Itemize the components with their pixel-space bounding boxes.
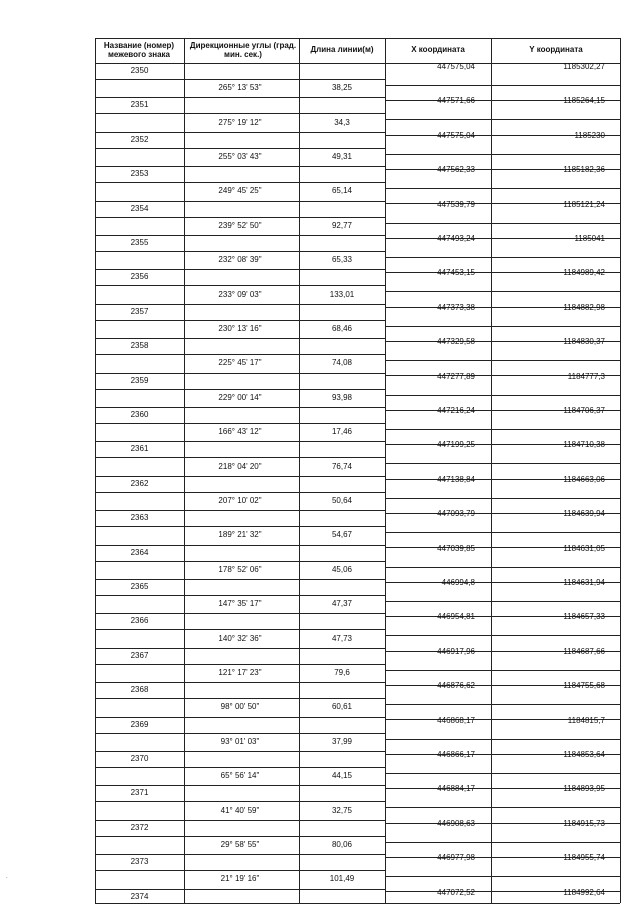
row-rule [385, 463, 620, 464]
row-rule [95, 836, 184, 837]
point-name: 2372 [130, 822, 149, 832]
point-name: 2357 [130, 306, 149, 316]
row-rule [95, 870, 184, 871]
row-rule [184, 889, 385, 890]
y-coordinate: 1185041 [574, 234, 605, 243]
table-bottom-border [95, 903, 620, 904]
row-rule [95, 526, 184, 527]
header-y: Y координата [529, 45, 583, 54]
row-rule [184, 648, 385, 649]
y-coordinate: 1184830,37 [563, 337, 605, 347]
point-name: 2356 [130, 272, 149, 282]
y-coordinate: 1184657,33 [563, 612, 605, 622]
direction-angle: 255° 03' 43" [218, 152, 262, 161]
y-coordinate: 1184639,94 [563, 509, 605, 519]
row-rule [95, 235, 184, 236]
header-length: Длина линии(м) [310, 45, 374, 54]
row-rule [184, 751, 385, 752]
row-rule [95, 182, 184, 183]
x-coordinate: 446994,8 [441, 578, 475, 587]
row-rule [95, 492, 184, 493]
y-coordinate: 1184955,74 [563, 853, 605, 863]
row-rule [95, 338, 184, 339]
point-name: 2362 [130, 478, 149, 488]
line-length: 45,06 [331, 564, 353, 574]
row-rule [184, 320, 385, 321]
y-coordinate: 1184992,64 [563, 887, 605, 897]
line-length: 68,46 [331, 324, 353, 333]
row-rule [385, 119, 620, 120]
row-rule [385, 635, 620, 636]
line-length: 49,31 [331, 152, 353, 161]
row-rule [184, 373, 385, 374]
row-rule [95, 132, 184, 133]
point-name: 2354 [130, 203, 149, 213]
point-name: 2365 [130, 582, 149, 591]
x-coordinate: 447373,38 [437, 302, 475, 312]
row-rule [184, 801, 385, 802]
y-coordinate: 1184815,7 [567, 715, 605, 725]
row-rule [184, 579, 385, 580]
row-rule [184, 767, 385, 768]
y-coordinate: 1184706,37 [563, 406, 605, 415]
line-length: 76,74 [331, 461, 353, 471]
point-name: 2364 [130, 547, 149, 557]
direction-angle: 249° 45' 25" [218, 186, 262, 196]
row-rule [95, 251, 184, 252]
x-coordinate: 447039,85 [437, 543, 475, 553]
row-rule [184, 492, 385, 493]
row-rule [385, 807, 620, 808]
row-rule [385, 670, 620, 671]
row-rule [95, 854, 184, 855]
direction-angle: 265° 13' 53" [218, 83, 262, 93]
x-coordinate: 446866,17 [437, 750, 475, 759]
row-rule [95, 113, 184, 114]
row-rule [184, 854, 385, 855]
line-length: 80,06 [331, 840, 353, 849]
line-length: 65,33 [331, 255, 353, 265]
y-coordinate: 1184893,95 [563, 784, 605, 794]
row-rule [184, 389, 385, 390]
point-name: 2358 [130, 341, 149, 351]
point-name: 2368 [130, 685, 149, 695]
row-rule [95, 476, 184, 477]
line-length: 133,01 [329, 289, 355, 299]
direction-angle: 232° 08' 39" [218, 255, 262, 265]
line-length: 44,15 [331, 771, 353, 781]
row-rule [184, 269, 385, 270]
row-rule [184, 526, 385, 527]
line-length: 37,99 [331, 736, 353, 746]
row-rule [385, 429, 620, 430]
row-rule [385, 326, 620, 327]
row-rule [184, 820, 385, 821]
x-coordinate: 446917,96 [437, 646, 475, 656]
x-coordinate: 447562,33 [437, 165, 475, 175]
point-name: 2360 [130, 410, 149, 419]
direction-angle: 166° 43' 12" [218, 427, 262, 437]
row-rule [95, 820, 184, 821]
x-coordinate: 447072,52 [437, 887, 475, 897]
row-rule [385, 395, 620, 396]
point-name: 2374 [130, 891, 149, 901]
y-coordinate: 1184663,06 [563, 474, 605, 484]
row-rule [95, 664, 184, 665]
line-length: 34,3 [334, 117, 350, 127]
y-coordinate: 1184882,98 [563, 302, 605, 312]
row-rule [184, 166, 385, 167]
row-rule [95, 285, 184, 286]
row-rule [184, 217, 385, 218]
y-coordinate: 1185121,24 [563, 199, 605, 209]
row-rule [184, 354, 385, 355]
y-coordinate: 1184853,64 [563, 750, 605, 759]
direction-angle: 121° 17' 23" [218, 668, 262, 677]
y-coordinate: 1184915,73 [563, 818, 605, 828]
row-rule [385, 773, 620, 774]
row-rule [95, 767, 184, 768]
row-rule [184, 407, 385, 408]
x-coordinate: 447138,84 [437, 474, 475, 484]
row-rule [385, 842, 620, 843]
point-name: 2359 [130, 375, 149, 385]
row-rule [184, 836, 385, 837]
line-length: 79,6 [334, 668, 350, 677]
row-rule [95, 545, 184, 546]
line-length: 17,46 [331, 427, 353, 437]
row-rule [184, 251, 385, 252]
direction-angle: 207° 10' 02" [218, 496, 262, 505]
row-rule [95, 613, 184, 614]
row-rule [184, 595, 385, 596]
row-rule [385, 704, 620, 705]
row-rule [385, 601, 620, 602]
row-rule [385, 257, 620, 258]
line-length: 92,77 [331, 220, 353, 230]
row-rule [95, 201, 184, 202]
row-rule [184, 132, 385, 133]
row-rule [95, 320, 184, 321]
row-rule [95, 698, 184, 699]
y-coordinate: 1184631,05 [563, 543, 605, 553]
x-coordinate: 447575,04 [437, 130, 475, 140]
x-coordinate: 447571,66 [437, 96, 475, 106]
y-coordinate: 1184777,3 [567, 371, 605, 381]
line-length: 50,64 [331, 496, 353, 505]
row-rule [95, 166, 184, 167]
row-rule [385, 291, 620, 292]
row-rule [95, 889, 184, 890]
line-length: 74,08 [331, 358, 353, 368]
row-rule [184, 733, 385, 734]
point-name: 2367 [130, 650, 149, 660]
direction-angle: 65° 56' 14" [220, 771, 260, 781]
row-rule [95, 457, 184, 458]
point-name: 2366 [130, 616, 149, 626]
row-rule [184, 561, 385, 562]
y-coordinate: 1184631,94 [563, 578, 605, 587]
column-border-5 [620, 38, 621, 903]
direction-angle: 233° 09' 03" [218, 289, 262, 299]
row-rule [95, 801, 184, 802]
row-rule [184, 182, 385, 183]
row-rule [95, 79, 184, 80]
row-rule [95, 717, 184, 718]
x-coordinate: 447199,25 [437, 440, 475, 450]
x-coordinate: 447329,58 [437, 337, 475, 347]
x-coordinate: 446868,17 [437, 715, 475, 725]
row-rule [184, 113, 385, 114]
row-rule [385, 188, 620, 189]
row-rule [95, 733, 184, 734]
row-rule [95, 785, 184, 786]
x-coordinate: 447216,24 [437, 406, 475, 415]
direction-angle: 239° 52' 50" [218, 220, 262, 230]
x-coordinate: 446884,17 [437, 784, 475, 794]
header-name: Название (номер) межевого знака [103, 41, 175, 59]
row-rule [184, 664, 385, 665]
row-rule [95, 354, 184, 355]
point-name: 2371 [130, 788, 149, 798]
y-coordinate: 1185302,27 [563, 62, 605, 71]
direction-angle: 275° 19' 12" [218, 117, 262, 127]
row-rule [184, 423, 385, 424]
row-rule [95, 389, 184, 390]
row-rule [95, 595, 184, 596]
row-rule [95, 217, 184, 218]
y-coordinate: 1185230 [574, 130, 605, 140]
row-rule [385, 498, 620, 499]
row-rule [184, 717, 385, 718]
row-rule [184, 148, 385, 149]
direction-angle: 178° 52' 06" [218, 564, 262, 574]
row-rule [95, 579, 184, 580]
row-rule [184, 682, 385, 683]
row-rule [95, 629, 184, 630]
row-rule [184, 441, 385, 442]
y-coordinate: 1185264,15 [563, 96, 605, 106]
row-rule [385, 360, 620, 361]
y-coordinate: 1185182,36 [563, 165, 605, 175]
row-rule [385, 739, 620, 740]
row-rule [95, 441, 184, 442]
row-rule [385, 223, 620, 224]
line-length: 93,98 [331, 392, 353, 402]
row-rule [184, 79, 385, 80]
table-top-border [95, 38, 620, 39]
margin-mark: . [6, 874, 8, 880]
x-coordinate: 446977,98 [437, 853, 475, 863]
row-rule [95, 561, 184, 562]
y-coordinate: 1184687,66 [563, 646, 605, 656]
point-name: 2351 [130, 100, 149, 110]
row-rule [95, 304, 184, 305]
row-rule [184, 97, 385, 98]
x-coordinate: 447539,79 [437, 199, 475, 209]
direction-angle: 93° 01' 03" [220, 736, 260, 746]
direction-angle: 218° 04' 20" [218, 461, 262, 471]
point-name: 2363 [130, 513, 149, 523]
row-rule [95, 407, 184, 408]
line-length: 47,37 [331, 599, 353, 609]
row-rule [184, 285, 385, 286]
row-rule [385, 85, 620, 86]
direction-angle: 21° 19' 16" [220, 874, 260, 884]
direction-angle: 230° 13' 16" [218, 324, 262, 333]
row-rule [385, 154, 620, 155]
line-length: 47,73 [331, 633, 353, 643]
header-angle: Дирекционные углы (град. мин. сек.) [189, 41, 297, 59]
row-rule [184, 476, 385, 477]
row-rule [184, 785, 385, 786]
x-coordinate: 446908,63 [437, 818, 475, 828]
row-rule [184, 235, 385, 236]
point-name: 2361 [130, 444, 149, 454]
y-coordinate: 1184755,68 [563, 681, 605, 691]
line-length: 32,75 [331, 805, 353, 815]
row-rule [184, 201, 385, 202]
row-rule [95, 269, 184, 270]
line-length: 54,67 [331, 530, 353, 540]
line-length: 38,25 [331, 83, 353, 93]
point-name: 2352 [130, 134, 149, 144]
row-rule [385, 876, 620, 877]
y-coordinate: 1184989,42 [563, 268, 605, 278]
row-rule [95, 373, 184, 374]
row-rule [95, 751, 184, 752]
x-coordinate: 446954,81 [437, 612, 475, 622]
row-rule [184, 629, 385, 630]
point-name: 2369 [130, 719, 149, 729]
point-name: 2353 [130, 169, 149, 179]
x-coordinate: 447277,89 [437, 371, 475, 381]
point-name: 2355 [130, 238, 149, 247]
line-length: 65,14 [331, 186, 353, 196]
x-coordinate: 447575,04 [437, 62, 475, 71]
row-rule [95, 97, 184, 98]
direction-angle: 41° 40' 59" [220, 805, 260, 815]
x-coordinate: 447493,24 [437, 234, 475, 243]
direction-angle: 98° 00' 50" [220, 702, 260, 712]
y-coordinate: 1184710,38 [563, 440, 605, 450]
row-rule [95, 423, 184, 424]
direction-angle: 229° 00' 14" [218, 392, 262, 402]
row-rule [95, 648, 184, 649]
point-name: 2370 [130, 754, 149, 763]
direction-angle: 140° 32' 36" [218, 633, 262, 643]
x-coordinate: 446876,62 [437, 681, 475, 691]
row-rule [184, 510, 385, 511]
row-rule [184, 698, 385, 699]
direction-angle: 189° 21' 32" [218, 530, 262, 540]
x-coordinate: 447453,15 [437, 268, 475, 278]
row-rule [184, 870, 385, 871]
line-length: 60,61 [331, 702, 353, 712]
row-rule [385, 532, 620, 533]
point-name: 2350 [130, 66, 149, 75]
direction-angle: 225° 45' 17" [218, 358, 262, 368]
column-border-0 [95, 38, 96, 903]
direction-angle: 147° 35' 17" [218, 599, 262, 609]
header-x: X координата [411, 45, 465, 54]
row-rule [184, 457, 385, 458]
row-rule [95, 148, 184, 149]
row-rule [184, 613, 385, 614]
row-rule [184, 338, 385, 339]
line-length: 101,49 [329, 874, 355, 884]
row-rule [184, 304, 385, 305]
row-rule [95, 510, 184, 511]
row-rule [95, 682, 184, 683]
direction-angle: 29° 58' 55" [220, 840, 260, 849]
point-name: 2373 [130, 857, 149, 867]
column-border-1 [184, 38, 185, 903]
x-coordinate: 447093,79 [437, 509, 475, 519]
row-rule [385, 567, 620, 568]
row-rule [184, 545, 385, 546]
